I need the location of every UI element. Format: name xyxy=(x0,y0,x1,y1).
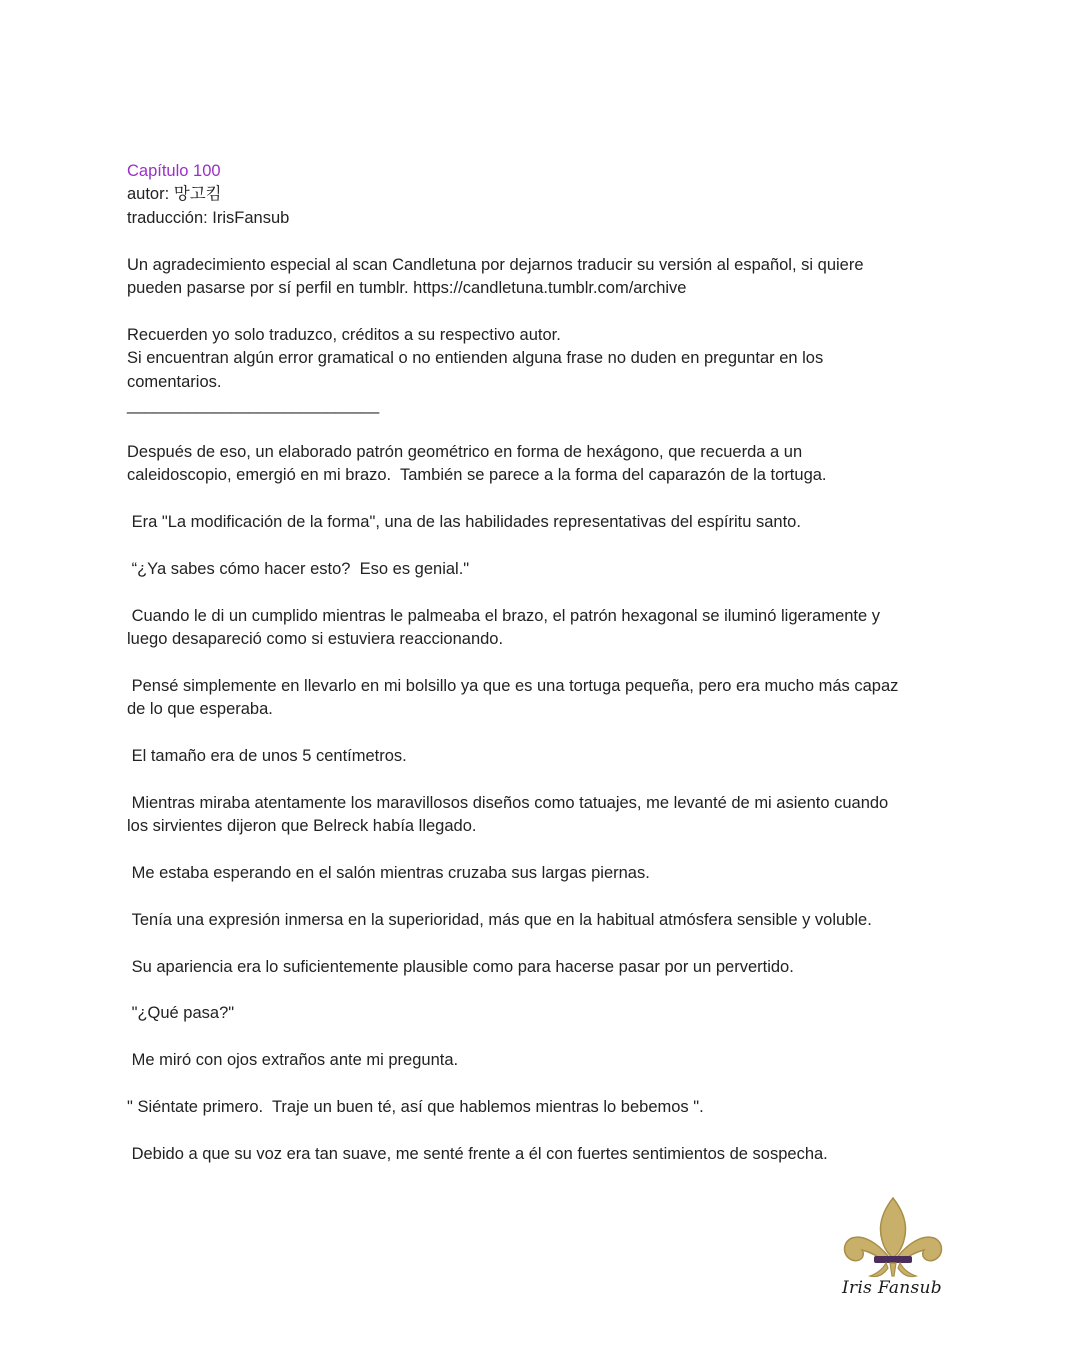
errors-line-1: Si encuentran algún error gramatical o no entienden alguna frase no duden en preguntar en los xyxy=(127,349,824,368)
story-line: Pensé simplemente en llevarlo en mi bolsillo ya que es una tortuga pequeña, pero era mucho más capaz xyxy=(127,676,899,695)
translation-line: traducción: IrisFansub xyxy=(127,208,290,227)
story-text xyxy=(127,441,967,1166)
credits-line: Recuerden yo solo traduzco, créditos a su respectivo autor. xyxy=(127,325,561,344)
spacer xyxy=(127,230,967,253)
story-line: Después de eso, un elaborado patrón geométrico en forma de hexágono, que recuerda a un xyxy=(127,442,803,461)
errors-line-2: comentarios. xyxy=(127,372,222,391)
spacer xyxy=(127,885,967,908)
story-line: de lo que esperaba. xyxy=(127,700,273,719)
spacer xyxy=(127,488,967,511)
story-line: El tamaño era de unos 5 centímetros. xyxy=(127,747,407,766)
document-body xyxy=(127,160,967,1166)
story-line: “¿Ya sabes cómo hacer esto? Eso es genial." xyxy=(127,559,470,578)
spacer xyxy=(127,768,967,791)
chapter-title: Capítulo 100 xyxy=(127,162,221,180)
spacer xyxy=(127,534,967,557)
spacer xyxy=(127,651,967,674)
story-line: Tenía una expresión inmersa en la superioridad, más que en la habitual atmósfera sensible y voluble. xyxy=(127,910,872,929)
thanks-line-1: Un agradecimiento especial al scan Candletuna por dejarnos traducir su versión al español, si quiere xyxy=(127,255,864,274)
spacer xyxy=(127,581,967,604)
spacer xyxy=(127,417,967,440)
separator-line: _____________________________ xyxy=(127,396,379,415)
spacer xyxy=(127,1026,967,1049)
spacer xyxy=(127,932,967,955)
story-line: Debido a que su voz era tan suave, me senté frente a él con fuertes sentimientos de sospecha. xyxy=(127,1144,828,1163)
story-line: caleidoscopio, emergió en mi brazo. También se parece a la forma del caparazón de la tortuga. xyxy=(127,466,827,485)
thanks-line-2: pueden pasarse por sí perfil en tumblr. https://candletuna.tumblr.com/archive xyxy=(127,279,687,298)
author-line: autor: 망고킴 xyxy=(127,185,222,204)
story-line: Cuando le di un cumplido mientras le palmeaba el brazo, el patrón hexagonal se iluminó ligeramente y xyxy=(127,606,881,625)
spacer xyxy=(127,722,967,745)
story-line: Su apariencia era lo suficientemente plausible como para hacerse pasar por un pervertido. xyxy=(127,957,794,976)
logo-text: Iris Fansub xyxy=(842,1278,942,1298)
story-line: " Siéntate primero. Traje un buen té, así que hablemos mientras lo bebemos ". xyxy=(127,1098,704,1117)
spacer xyxy=(127,839,967,862)
story-line: Mientras miraba atentamente los maravillosos diseños como tatuajes, me levanté de mi asiento cuando xyxy=(127,793,889,812)
story-line: "¿Qué pasa?" xyxy=(127,1004,235,1023)
spacer xyxy=(127,979,967,1002)
story-line: luego desapareció como si estuviera reaccionando. xyxy=(127,630,504,649)
story-line: los sirvientes dijeron que Belreck había llegado. xyxy=(127,817,477,836)
spacer xyxy=(127,300,967,323)
spacer xyxy=(127,1073,967,1096)
story-line: Me miró con ojos extraños ante mi pregunta. xyxy=(127,1051,459,1070)
story-line: Me estaba esperando en el salón mientras cruzaba sus largas piernas. xyxy=(127,864,650,883)
spacer xyxy=(127,1119,967,1142)
story-line: Era "La modificación de la forma", una de las habilidades representativas del espíritu santo. xyxy=(127,513,801,532)
